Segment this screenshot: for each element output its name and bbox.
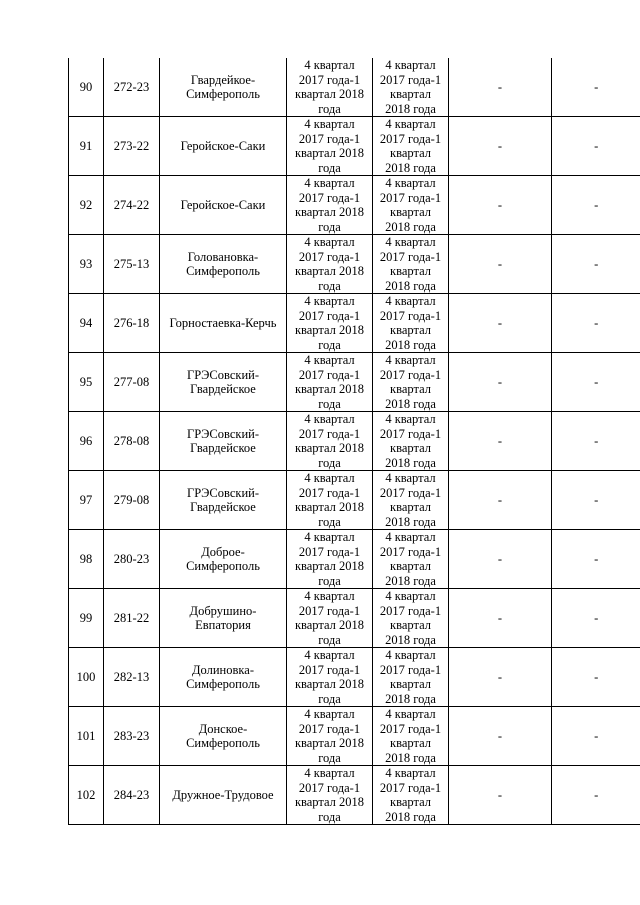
col7-value bbox=[552, 58, 640, 117]
route-code bbox=[104, 766, 160, 825]
period-end-line: 2018 года bbox=[385, 573, 436, 588]
period-start-line: года bbox=[318, 632, 341, 647]
table-row bbox=[69, 58, 640, 117]
period-start-line: квартал 2018 bbox=[294, 146, 365, 160]
period-end-line: квартал bbox=[390, 87, 431, 101]
period-start-line: 4 квартал bbox=[304, 471, 355, 485]
row-number-text: 92 bbox=[79, 197, 93, 212]
period-end-line: 2018 года bbox=[385, 101, 436, 116]
period-start bbox=[287, 648, 373, 707]
row-number bbox=[69, 530, 104, 589]
col6-value bbox=[449, 589, 552, 648]
table-row bbox=[69, 766, 640, 825]
route-code bbox=[104, 58, 160, 117]
col7-value bbox=[552, 176, 640, 235]
period-end-line: 2018 года bbox=[385, 160, 436, 175]
period-start bbox=[287, 235, 373, 294]
period-end-line: квартал bbox=[390, 264, 431, 278]
period-start-line: квартал 2018 bbox=[294, 382, 365, 396]
col6-value bbox=[449, 412, 552, 471]
period-start bbox=[287, 412, 373, 471]
period-end-line: 4 квартал bbox=[385, 117, 436, 131]
period-end bbox=[373, 471, 449, 530]
period-end-line: квартал bbox=[390, 618, 431, 632]
period-end bbox=[373, 707, 449, 766]
period-end-line: квартал bbox=[390, 441, 431, 455]
row-number-text: 97 bbox=[79, 492, 93, 507]
period-end bbox=[373, 766, 449, 825]
col7-value bbox=[552, 117, 640, 176]
period-end-line: квартал bbox=[390, 736, 431, 750]
row-number-text: 102 bbox=[76, 787, 96, 802]
period-start-line: 4 квартал bbox=[304, 353, 355, 367]
period-end-line: квартал bbox=[390, 500, 431, 514]
period-start-line: 4 квартал bbox=[304, 412, 355, 426]
period-end bbox=[373, 117, 449, 176]
route-name bbox=[160, 176, 287, 235]
period-end-line: 4 квартал bbox=[385, 471, 436, 485]
period-start bbox=[287, 707, 373, 766]
period-end-line: 4 квартал bbox=[385, 353, 436, 367]
period-end-line: 2017 года-1 bbox=[379, 426, 442, 441]
col7-value bbox=[552, 648, 640, 707]
row-number-text: 90 bbox=[79, 79, 93, 94]
route-name bbox=[160, 235, 287, 294]
period-start bbox=[287, 766, 373, 825]
period-start-line: квартал 2018 bbox=[294, 323, 365, 337]
route-code bbox=[104, 176, 160, 235]
route-name-line: ГРЭСовский- bbox=[186, 426, 259, 441]
col7-value bbox=[552, 235, 640, 294]
row-number-text: 93 bbox=[79, 256, 93, 271]
col7-value bbox=[552, 589, 640, 648]
route-code bbox=[104, 117, 160, 176]
route-code-text: 272-23 bbox=[113, 79, 150, 94]
period-end-line: 2018 года bbox=[385, 278, 436, 293]
table-row bbox=[69, 648, 640, 707]
route-code-text: 280-23 bbox=[113, 551, 150, 566]
period-start-line: года bbox=[318, 337, 341, 352]
route-code bbox=[104, 530, 160, 589]
col7-value bbox=[552, 412, 640, 471]
period-end-line: квартал bbox=[390, 323, 431, 337]
period-start bbox=[287, 530, 373, 589]
route-code bbox=[104, 235, 160, 294]
period-start-line: 4 квартал bbox=[304, 176, 355, 190]
period-start-line: квартал 2018 bbox=[294, 264, 365, 278]
col6-value bbox=[449, 58, 552, 117]
period-start-line: года bbox=[318, 573, 341, 588]
period-end-line: квартал bbox=[390, 205, 431, 219]
period-start-line: года bbox=[318, 514, 341, 529]
period-end-line: 2018 года bbox=[385, 455, 436, 470]
period-start-line: квартал 2018 bbox=[294, 736, 365, 750]
period-end-line: 4 квартал bbox=[385, 176, 436, 190]
period-end bbox=[373, 648, 449, 707]
route-name bbox=[160, 471, 287, 530]
row-number-text: 95 bbox=[79, 374, 93, 389]
period-start-line: 4 квартал bbox=[304, 58, 355, 72]
period-end-line: 2018 года bbox=[385, 809, 436, 824]
col6-value bbox=[449, 530, 552, 589]
period-start bbox=[287, 589, 373, 648]
period-start-line: 4 квартал bbox=[304, 707, 355, 721]
col6-value-text: - bbox=[497, 256, 503, 271]
period-end bbox=[373, 412, 449, 471]
period-start-line: 4 квартал bbox=[304, 530, 355, 544]
col7-value bbox=[552, 530, 640, 589]
period-start-line: года bbox=[318, 691, 341, 706]
period-start-line: квартал 2018 bbox=[294, 441, 365, 455]
period-end-line: квартал bbox=[390, 677, 431, 691]
period-start-line: квартал 2018 bbox=[294, 500, 365, 514]
period-start-line: квартал 2018 bbox=[294, 87, 365, 101]
period-end-line: 4 квартал bbox=[385, 235, 436, 249]
period-end-line: 2018 года bbox=[385, 750, 436, 765]
period-end-line: 2017 года-1 bbox=[379, 603, 442, 618]
period-start-line: года bbox=[318, 101, 341, 116]
route-name bbox=[160, 707, 287, 766]
row-number bbox=[69, 117, 104, 176]
period-start-line: 4 квартал bbox=[304, 294, 355, 308]
period-end-line: 4 квартал bbox=[385, 412, 436, 426]
col7-value bbox=[552, 707, 640, 766]
period-end-line: 2017 года-1 bbox=[379, 780, 442, 795]
period-start-line: 2017 года-1 bbox=[298, 308, 361, 323]
table-row bbox=[69, 235, 640, 294]
period-start-line: 2017 года-1 bbox=[298, 721, 361, 736]
period-start-line: 2017 года-1 bbox=[298, 367, 361, 382]
period-start-line: 4 квартал bbox=[304, 235, 355, 249]
route-name-line: Евпатория bbox=[195, 618, 251, 632]
period-start-line: квартал 2018 bbox=[294, 559, 365, 573]
period-start-line: 2017 года-1 bbox=[298, 485, 361, 500]
col7-value-text: - bbox=[594, 787, 599, 802]
route-code-text: 283-23 bbox=[113, 728, 150, 743]
route-name-line: Симферополь bbox=[186, 559, 260, 573]
period-end-line: 2017 года-1 bbox=[379, 544, 442, 559]
row-number bbox=[69, 412, 104, 471]
period-end-line: 2018 года bbox=[385, 632, 436, 647]
route-name-line: Головановка- bbox=[187, 249, 259, 264]
period-end-line: 2017 года-1 bbox=[379, 249, 442, 264]
col6-value-text: - bbox=[497, 551, 503, 566]
row-number bbox=[69, 294, 104, 353]
period-end-line: 2017 года-1 bbox=[379, 72, 442, 87]
route-name-line: Доброе- bbox=[201, 544, 245, 559]
route-name-line: Дружное-Трудовое bbox=[172, 787, 274, 802]
table-row bbox=[69, 294, 640, 353]
period-start-line: 2017 года-1 bbox=[298, 190, 361, 205]
period-end-line: квартал bbox=[390, 146, 431, 160]
route-code-text: 278-08 bbox=[113, 433, 150, 448]
period-end-line: 4 квартал bbox=[385, 530, 436, 544]
route-name-line: Симферополь bbox=[186, 264, 260, 278]
route-name-line: Гвардейское bbox=[190, 382, 256, 396]
route-name-line: Геройское-Саки bbox=[180, 197, 266, 212]
period-end-line: 4 квартал bbox=[385, 648, 436, 662]
col7-value-text: - bbox=[594, 610, 599, 625]
route-name-line: Симферополь bbox=[186, 677, 260, 691]
period-start-line: 2017 года-1 bbox=[298, 603, 361, 618]
table-row bbox=[69, 589, 640, 648]
route-code-text: 273-22 bbox=[113, 138, 150, 153]
period-end bbox=[373, 58, 449, 117]
route-code bbox=[104, 471, 160, 530]
route-name bbox=[160, 589, 287, 648]
period-start-line: 2017 года-1 bbox=[298, 780, 361, 795]
period-end-line: 2017 года-1 bbox=[379, 662, 442, 677]
col7-value-text: - bbox=[594, 492, 599, 507]
route-code-text: 279-08 bbox=[113, 492, 150, 507]
col7-value-text: - bbox=[594, 138, 599, 153]
table-row bbox=[69, 707, 640, 766]
row-number bbox=[69, 766, 104, 825]
table-row bbox=[69, 176, 640, 235]
period-start bbox=[287, 353, 373, 412]
period-start bbox=[287, 58, 373, 117]
route-code-text: 282-13 bbox=[113, 669, 150, 684]
route-code-text: 277-08 bbox=[113, 374, 150, 389]
col7-value-text: - bbox=[594, 433, 599, 448]
col6-value-text: - bbox=[497, 79, 503, 94]
col6-value-text: - bbox=[497, 374, 503, 389]
col6-value-text: - bbox=[497, 433, 503, 448]
period-start-line: квартал 2018 bbox=[294, 795, 365, 809]
row-number bbox=[69, 353, 104, 412]
col6-value-text: - bbox=[497, 610, 503, 625]
row-number-text: 96 bbox=[79, 433, 93, 448]
col7-value-text: - bbox=[594, 669, 599, 684]
period-end-line: 2017 года-1 bbox=[379, 485, 442, 500]
route-name-line: Добрушино- bbox=[189, 603, 257, 618]
col6-value bbox=[449, 235, 552, 294]
period-end-line: квартал bbox=[390, 795, 431, 809]
table-row bbox=[69, 471, 640, 530]
row-number-text: 100 bbox=[76, 669, 96, 684]
period-start-line: года bbox=[318, 278, 341, 293]
route-name bbox=[160, 412, 287, 471]
routes-table-body bbox=[69, 58, 640, 825]
row-number bbox=[69, 471, 104, 530]
route-name-line: ГРЭСовский- bbox=[186, 485, 259, 500]
route-name-line: Долиновка- bbox=[192, 662, 254, 677]
period-start-line: 2017 года-1 bbox=[298, 544, 361, 559]
route-name bbox=[160, 766, 287, 825]
period-end-line: 2018 года bbox=[385, 514, 436, 529]
col6-value bbox=[449, 766, 552, 825]
period-end bbox=[373, 589, 449, 648]
route-code bbox=[104, 412, 160, 471]
period-end-line: 4 квартал bbox=[385, 58, 436, 72]
col7-value-text: - bbox=[594, 374, 599, 389]
period-end-line: 2017 года-1 bbox=[379, 131, 442, 146]
route-name bbox=[160, 58, 287, 117]
period-end-line: 4 квартал bbox=[385, 707, 436, 721]
period-start-line: года bbox=[318, 809, 341, 824]
period-end-line: 2018 года bbox=[385, 691, 436, 706]
period-start-line: 4 квартал bbox=[304, 648, 355, 662]
route-code bbox=[104, 353, 160, 412]
period-end bbox=[373, 294, 449, 353]
col7-value bbox=[552, 294, 640, 353]
period-end-line: квартал bbox=[390, 382, 431, 396]
table-row bbox=[69, 117, 640, 176]
period-start-line: года bbox=[318, 750, 341, 765]
row-number bbox=[69, 707, 104, 766]
col6-value bbox=[449, 707, 552, 766]
period-start bbox=[287, 176, 373, 235]
col6-value-text: - bbox=[497, 197, 503, 212]
route-name bbox=[160, 353, 287, 412]
row-number-text: 99 bbox=[79, 610, 93, 625]
routes-table bbox=[68, 58, 640, 825]
row-number bbox=[69, 176, 104, 235]
route-name-line: ГРЭСовский- bbox=[186, 367, 259, 382]
col7-value-text: - bbox=[594, 256, 599, 271]
period-start-line: года bbox=[318, 396, 341, 411]
route-name bbox=[160, 117, 287, 176]
period-end bbox=[373, 530, 449, 589]
table-row bbox=[69, 412, 640, 471]
route-name-line: Гвардейкое- bbox=[190, 72, 256, 87]
col6-value-text: - bbox=[497, 492, 503, 507]
route-code bbox=[104, 589, 160, 648]
period-start bbox=[287, 294, 373, 353]
period-end-line: 4 квартал bbox=[385, 589, 436, 603]
col7-value bbox=[552, 353, 640, 412]
period-start bbox=[287, 117, 373, 176]
route-name-line: Симферополь bbox=[186, 87, 260, 101]
route-name-line: Геройское-Саки bbox=[180, 138, 266, 153]
row-number-text: 98 bbox=[79, 551, 93, 566]
col7-value-text: - bbox=[594, 197, 599, 212]
col6-value bbox=[449, 117, 552, 176]
row-number-text: 91 bbox=[79, 138, 93, 153]
period-start-line: года bbox=[318, 219, 341, 234]
col6-value-text: - bbox=[497, 787, 503, 802]
period-start-line: квартал 2018 bbox=[294, 677, 365, 691]
row-number bbox=[69, 648, 104, 707]
row-number bbox=[69, 235, 104, 294]
route-code-text: 284-23 bbox=[113, 787, 150, 802]
col6-value-text: - bbox=[497, 138, 503, 153]
route-name-line: Горностаевка-Керчь bbox=[169, 315, 277, 330]
route-name-line: Симферополь bbox=[186, 736, 260, 750]
period-start-line: года bbox=[318, 160, 341, 175]
route-name-line: Донское- bbox=[198, 721, 248, 736]
period-end-line: 2017 года-1 bbox=[379, 721, 442, 736]
period-start bbox=[287, 471, 373, 530]
period-start-line: 2017 года-1 bbox=[298, 426, 361, 441]
period-end-line: квартал bbox=[390, 559, 431, 573]
period-start-line: 4 квартал bbox=[304, 117, 355, 131]
col7-value bbox=[552, 766, 640, 825]
period-end bbox=[373, 235, 449, 294]
period-end bbox=[373, 176, 449, 235]
col7-value-text: - bbox=[594, 728, 599, 743]
period-end-line: 2017 года-1 bbox=[379, 190, 442, 205]
route-name bbox=[160, 648, 287, 707]
route-code bbox=[104, 707, 160, 766]
period-start-line: квартал 2018 bbox=[294, 205, 365, 219]
row-number-text: 94 bbox=[79, 315, 93, 330]
period-end-line: 2018 года bbox=[385, 396, 436, 411]
period-end-line: 4 квартал bbox=[385, 766, 436, 780]
route-name-line: Гвардейское bbox=[190, 441, 256, 455]
col7-value-text: - bbox=[594, 79, 599, 94]
route-code-text: 274-22 bbox=[113, 197, 150, 212]
table-row bbox=[69, 353, 640, 412]
period-start-line: 2017 года-1 bbox=[298, 72, 361, 87]
row-number bbox=[69, 58, 104, 117]
route-code bbox=[104, 294, 160, 353]
period-start-line: квартал 2018 bbox=[294, 618, 365, 632]
col6-value bbox=[449, 176, 552, 235]
col6-value bbox=[449, 648, 552, 707]
period-start-line: 2017 года-1 bbox=[298, 131, 361, 146]
route-name bbox=[160, 294, 287, 353]
col7-value-text: - bbox=[594, 551, 599, 566]
period-end-line: 2017 года-1 bbox=[379, 367, 442, 382]
col6-value bbox=[449, 294, 552, 353]
route-code bbox=[104, 648, 160, 707]
route-name bbox=[160, 530, 287, 589]
route-code-text: 275-13 bbox=[113, 256, 150, 271]
table-row bbox=[69, 530, 640, 589]
col6-value-text: - bbox=[497, 728, 503, 743]
col6-value-text: - bbox=[497, 315, 503, 330]
period-start-line: 4 квартал bbox=[304, 589, 355, 603]
col7-value-text: - bbox=[594, 315, 599, 330]
period-end-line: 2018 года bbox=[385, 337, 436, 352]
col6-value bbox=[449, 353, 552, 412]
col7-value bbox=[552, 471, 640, 530]
row-number bbox=[69, 589, 104, 648]
period-end-line: 4 квартал bbox=[385, 294, 436, 308]
period-end bbox=[373, 353, 449, 412]
route-code-text: 276-18 bbox=[113, 315, 150, 330]
route-code-text: 281-22 bbox=[113, 610, 150, 625]
row-number-text: 101 bbox=[76, 728, 96, 743]
period-start-line: 2017 года-1 bbox=[298, 662, 361, 677]
period-start-line: 4 квартал bbox=[304, 766, 355, 780]
period-end-line: 2018 года bbox=[385, 219, 436, 234]
period-end-line: 2017 года-1 bbox=[379, 308, 442, 323]
route-name-line: Гвардейское bbox=[190, 500, 256, 514]
col6-value bbox=[449, 471, 552, 530]
period-start-line: года bbox=[318, 455, 341, 470]
period-start-line: 2017 года-1 bbox=[298, 249, 361, 264]
col6-value-text: - bbox=[497, 669, 503, 684]
